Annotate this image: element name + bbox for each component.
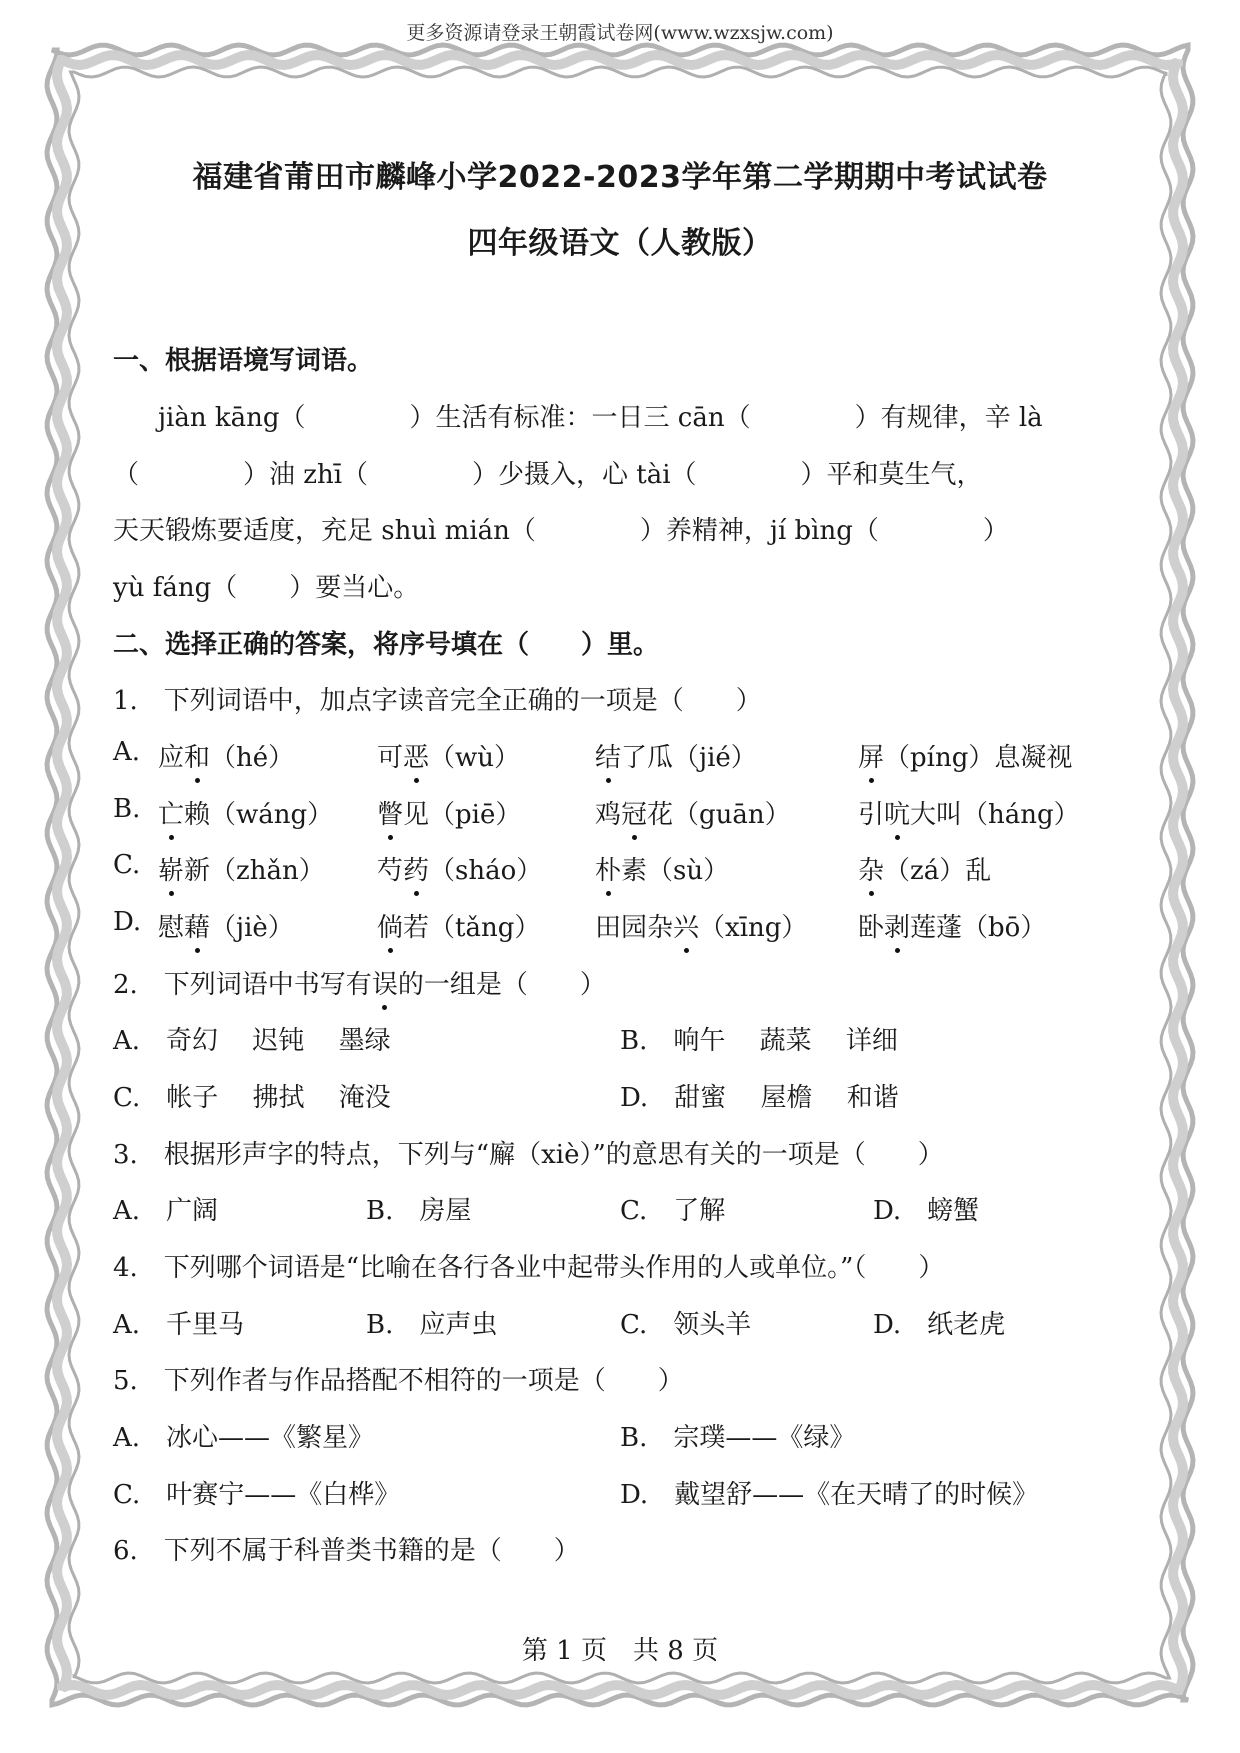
q3-option-d: D. 螃蟹 [873,1196,980,1226]
q1-c-choice-4: 杂（zá）乱 [858,850,991,887]
page-footer: 第 1 页 共 8 页 [521,1636,719,1666]
exam-subtitle: 四年级语文（人教版） [467,226,773,261]
q5-option-c: C. 叶赛宁——《白桦》 [113,1480,401,1510]
q4-option-d: D. 纸老虎 [873,1310,1006,1340]
q1-a-choice-3: 结了瓜（jié） [595,737,757,774]
q5-stem: 5. 下列作者与作品搭配不相符的一项是（ ） [113,1366,684,1396]
q1-c-choice-1: 崭新（zhǎn） [158,850,325,887]
q4-option-a: A. 千里马 [113,1310,245,1340]
q1-a-choice-2: 可恶（wù） [377,737,520,774]
q1-d-choice-1: 慰藉（jiè） [158,907,294,944]
q1-stem: 1. 下列词语中，加点字读音完全正确的一项是（ ） [113,686,762,716]
section1-line-1: jiàn kāng（ ）生活有标准：一日三 cān（ ）有规律，辛 là [158,403,1043,433]
header-link: 更多资源请登录王朝霞试卷网(www.wzxsjw.com) [406,22,834,44]
q1-b-choice-1: 亡赖（wáng） [158,794,333,831]
q1-a-choice-1: 应和（hé） [158,737,294,774]
q1-c-label: C. [113,850,141,880]
q2-stem: 2. 下列词语中书写有误的一组是（ ） [113,964,606,1001]
q1-d-label: D. [113,907,142,937]
section1-line-3: 天天锻炼要适度，充足 shuì mián（ ）养精神，jí bìng（ ） [113,516,1009,546]
q3-option-a: A. 广阔 [113,1196,219,1226]
q1-d-choice-3: 田园杂兴（xīng） [595,907,807,944]
q1-b-choice-2: 瞥见（piē） [377,794,521,831]
section1-line-4: yù fáng（ ）要当心。 [113,573,420,603]
q3-stem: 3. 根据形声字的特点，下列与“廨（xiè）”的意思有关的一项是（ ） [113,1140,944,1170]
q1-d-choice-4: 卧剥莲蓬（bō） [858,907,1046,944]
q1-c-choice-3: 朴素（sù） [595,850,729,887]
q6-stem: 6. 下列不属于科普类书籍的是（ ） [113,1536,580,1566]
section1-line-2: （ ）油 zhī（ ）少摄入，心 tài（ ）平和莫生气， [113,460,983,490]
q1-c-choice-2: 芍药（sháo） [377,850,542,887]
exam-title: 福建省莆田市麟峰小学2022-2023学年第二学期期中考试试卷 [192,160,1048,195]
q2-option-b: B. 响午 蔬菜 详细 [620,1026,898,1056]
q4-option-c: C. 领头羊 [620,1310,752,1340]
q3-option-c: C. 了解 [620,1196,726,1226]
q2-option-a: A. 奇幻 迟钝 墨绿 [113,1026,391,1056]
q1-a-label: A. [113,737,141,767]
q5-option-d: D. 戴望舒——《在天晴了的时候》 [620,1480,1039,1510]
q5-option-b: B. 宗璞——《绿》 [620,1423,856,1453]
q3-option-b: B. 房屋 [366,1196,472,1226]
q1-b-choice-3: 鸡冠花（guān） [595,794,791,831]
q2-option-d: D. 甜蜜 屋檐 和谐 [620,1083,899,1113]
section2-heading: 二、选择正确的答案，将序号填在（ ）里。 [113,630,660,660]
q2-option-c: C. 帐子 拂拭 淹没 [113,1083,391,1113]
q4-option-b: B. 应声虫 [366,1310,498,1340]
q5-option-a: A. 冰心——《繁星》 [113,1423,375,1453]
q1-a-choice-4: 屏（píng）息凝视 [858,737,1072,774]
q1-b-choice-4: 引吭大叫（háng） [858,794,1080,831]
section1-heading: 一、根据语境写词语。 [113,346,374,376]
q1-d-choice-2: 倘若（tǎng） [377,907,540,944]
q4-stem: 4. 下列哪个词语是“比喻在各行各业中起带头作用的人或单位。”（ ） [113,1253,945,1283]
q1-b-label: B. [113,794,141,824]
